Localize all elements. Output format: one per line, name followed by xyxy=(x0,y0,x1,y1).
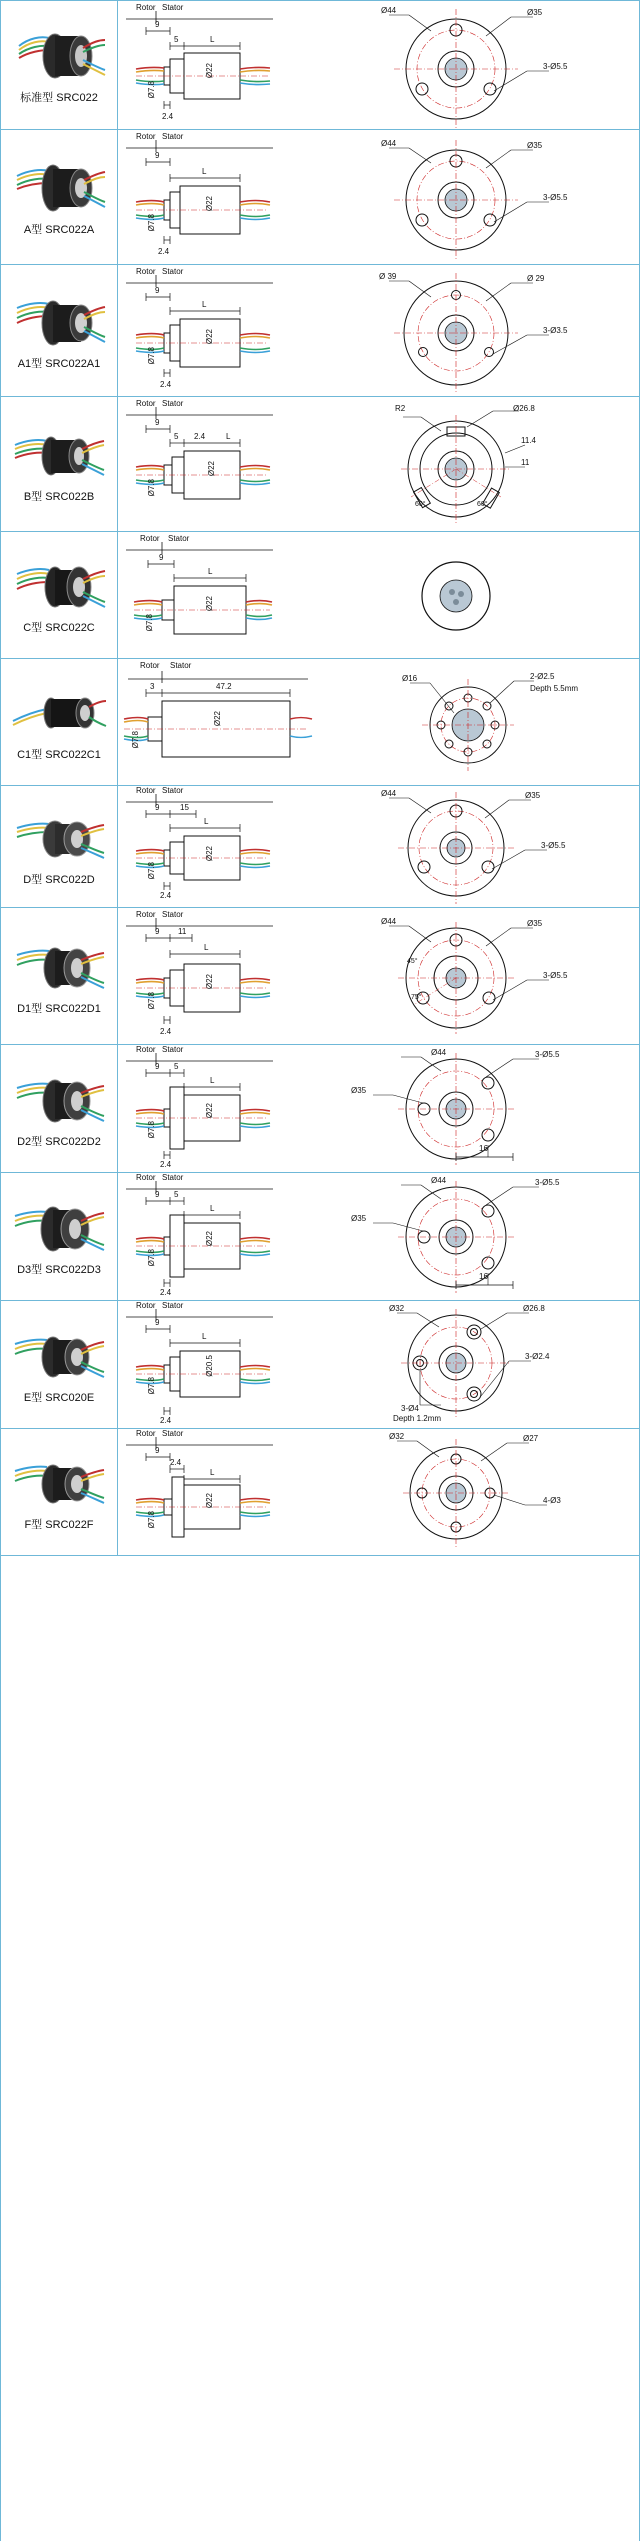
product-photo-cell xyxy=(1,1045,118,1172)
dim-holes: 3-Ø3.5 xyxy=(543,326,568,335)
dim-9: 9 xyxy=(155,418,160,427)
dim-outer-dia: Ø44 xyxy=(381,789,397,798)
dim-9: 9 xyxy=(155,286,160,295)
table-row xyxy=(1,1429,639,1556)
drawing-cell xyxy=(118,786,639,907)
model-label: B型 SRC022B xyxy=(23,491,95,504)
model-label: C型 SRC022C xyxy=(23,622,95,635)
model-label: F型 SRC022F xyxy=(24,1519,94,1532)
dim-body-dia: Ø22 xyxy=(213,711,222,727)
dim-9: 9 xyxy=(155,927,160,936)
dim-9: 9 xyxy=(155,1318,160,1327)
dim-9: 9 xyxy=(155,151,160,160)
dim-holes: 3-Ø5.5 xyxy=(535,1050,560,1059)
dim-2-4: 2.4 xyxy=(170,1458,182,1467)
product-photo-cell xyxy=(1,1,118,129)
dim-body-dia: Ø22 xyxy=(205,1231,214,1247)
dim-L: L xyxy=(226,432,231,441)
side-view xyxy=(118,659,318,785)
product-photo-cell xyxy=(1,265,118,396)
front-view xyxy=(281,397,639,531)
slip-ring-photo xyxy=(11,290,107,352)
dim-bolt-circle: Ø35 xyxy=(527,919,543,928)
product-photo-cell xyxy=(1,908,118,1044)
dim-2-4: 2.4 xyxy=(194,432,206,441)
rotor-label: Rotor xyxy=(136,3,156,12)
model-label: C1型 SRC022C1 xyxy=(17,749,101,762)
dim-outer-dia: Ø44 xyxy=(431,1048,447,1057)
front-view xyxy=(281,1,639,129)
rotor-label: Rotor xyxy=(136,267,156,276)
dim-bolt-circle: Ø35 xyxy=(351,1086,367,1095)
table-row xyxy=(1,659,639,786)
rotor-label: Rotor xyxy=(136,1429,156,1438)
rotor-label: Rotor xyxy=(136,1045,156,1054)
dim-shaft-dia: Ø7.8 xyxy=(147,1377,156,1395)
dim-L: L xyxy=(204,943,209,952)
drawing-cell xyxy=(118,659,639,785)
dim-holes: 4-Ø3 xyxy=(543,1496,561,1505)
rotor-label: Rotor xyxy=(136,910,156,919)
dim-2-4: 2.4 xyxy=(160,380,172,389)
rotor-label: Rotor xyxy=(136,132,156,141)
drawing-cell xyxy=(118,908,639,1044)
dim-bolt-circle: Ø35 xyxy=(351,1214,367,1223)
dim-holes: 3-Ø5.5 xyxy=(541,841,566,850)
dim-body-dia: Ø20.5 xyxy=(205,1355,214,1377)
dim-shaft-dia: Ø7.8 xyxy=(147,862,156,880)
dim-bolt-circle: Ø27 xyxy=(523,1434,539,1443)
rotor-label: Rotor xyxy=(140,661,160,670)
dim-outer-dia: Ø44 xyxy=(381,6,397,15)
slip-ring-photo xyxy=(11,156,107,218)
side-view xyxy=(118,1429,281,1555)
dim-2-4: 2.4 xyxy=(162,112,174,121)
dim-L: L xyxy=(202,300,207,309)
side-view xyxy=(118,532,281,658)
dim-L: L xyxy=(210,1076,215,1085)
table-row xyxy=(1,1045,639,1173)
side-view xyxy=(118,1301,281,1428)
product-photo-cell xyxy=(1,397,118,531)
dim-11: 11 xyxy=(178,927,187,936)
dim-2-4: 2.4 xyxy=(160,1416,172,1425)
side-view xyxy=(118,1173,281,1300)
dim-angle-left: 60° xyxy=(415,501,426,508)
front-view xyxy=(281,130,639,264)
dim-outer-dia: Ø32 xyxy=(389,1432,405,1441)
side-view xyxy=(118,1,281,129)
table-row xyxy=(1,0,639,130)
dim-15: 15 xyxy=(180,803,189,812)
dim-11-4: 11.4 xyxy=(521,436,536,445)
model-label: D1型 SRC022D1 xyxy=(17,1003,101,1016)
rotor-label: Rotor xyxy=(136,399,156,408)
dim-9: 9 xyxy=(155,1446,160,1455)
side-view xyxy=(118,397,281,531)
model-label: E型 SRC020E xyxy=(23,1391,95,1404)
product-photo-cell xyxy=(1,659,118,785)
slip-ring-photo xyxy=(11,1068,107,1130)
dim-shaft-dia: Ø7.8 xyxy=(147,1249,156,1267)
stator-label: Stator xyxy=(162,267,184,276)
front-view xyxy=(281,1301,639,1428)
dim-body-dia: Ø22 xyxy=(207,461,216,477)
dim-holes: 3-Ø5.5 xyxy=(543,971,568,980)
product-photo-cell xyxy=(1,532,118,658)
dim-9: 9 xyxy=(155,20,160,29)
table-row xyxy=(1,265,639,397)
drawing-cell xyxy=(118,265,639,396)
stator-label: Stator xyxy=(170,661,192,670)
dim-5: 5 xyxy=(174,35,179,44)
drawing-cell xyxy=(118,1045,639,1172)
rotor-label: Rotor xyxy=(140,534,160,543)
dim-hole-depth: Depth 5.5mm xyxy=(530,684,579,693)
dim-threaded-holes: 2-Ø2.5 xyxy=(530,672,555,681)
dim-bolt-circle: Ø 29 xyxy=(527,274,545,283)
stator-label: Stator xyxy=(162,1173,184,1182)
dim-2-4: 2.4 xyxy=(160,1160,172,1169)
dim-L: L xyxy=(204,817,209,826)
table-row xyxy=(1,786,639,908)
dim-body-dia: Ø22 xyxy=(205,63,214,79)
side-view xyxy=(118,786,281,907)
table-row xyxy=(1,397,639,532)
dim-outer-dia: Ø44 xyxy=(381,139,397,148)
dim-shaft-dia: Ø7.8 xyxy=(147,1121,156,1139)
dim-thru-holes: 3-Ø4 xyxy=(401,1404,419,1413)
model-label: A1型 SRC022A1 xyxy=(17,357,101,370)
rotor-label: Rotor xyxy=(136,786,156,795)
drawing-cell xyxy=(118,1301,639,1428)
dim-R2: R2 xyxy=(395,404,406,413)
stator-label: Stator xyxy=(162,3,184,12)
dim-L: L xyxy=(202,1332,207,1341)
dim-11: 11 xyxy=(521,458,530,467)
side-view xyxy=(118,265,281,396)
front-view xyxy=(281,786,639,907)
model-label: A型 SRC022A xyxy=(23,224,95,237)
dim-hole-depth: Depth 1.2mm xyxy=(393,1414,442,1423)
stator-label: Stator xyxy=(162,132,184,141)
dim-2-4: 2.4 xyxy=(160,1288,172,1297)
front-view xyxy=(281,532,639,658)
dim-holes: 3-Ø5.5 xyxy=(543,62,568,71)
dim-holes: 3-Ø5.5 xyxy=(543,193,568,202)
stator-label: Stator xyxy=(162,1301,184,1310)
dim-body-dia: Ø22 xyxy=(205,974,214,990)
stator-label: Stator xyxy=(162,910,184,919)
dim-L: L xyxy=(210,1468,215,1477)
slip-ring-photo xyxy=(11,24,107,86)
dim-bolt-circle: Ø35 xyxy=(527,141,543,150)
side-view xyxy=(118,130,281,264)
dim-9: 9 xyxy=(159,553,164,562)
dim-bore: Ø16 xyxy=(402,674,418,683)
dim-bolt-circle: Ø35 xyxy=(525,791,541,800)
front-view xyxy=(281,1173,639,1300)
model-label: D型 SRC022D xyxy=(23,873,95,886)
model-label: D3型 SRC022D3 xyxy=(17,1263,101,1276)
rotor-label: Rotor xyxy=(136,1301,156,1310)
drawing-cell xyxy=(118,130,639,264)
table-row xyxy=(1,130,639,265)
dim-2-4: 2.4 xyxy=(160,891,172,900)
dim-L: L xyxy=(202,167,207,176)
front-view xyxy=(281,1045,639,1172)
dim-5: 5 xyxy=(174,432,179,441)
stator-label: Stator xyxy=(162,399,184,408)
dim-outer-dia: Ø32 xyxy=(389,1304,405,1313)
slip-ring-photo xyxy=(11,1324,107,1386)
dim-shaft-dia: Ø7.8 xyxy=(147,214,156,232)
table-row xyxy=(1,1173,639,1301)
dim-outer-dia: Ø44 xyxy=(381,917,397,926)
slip-ring-photo xyxy=(11,1196,107,1258)
dim-inner-dia: Ø26.8 xyxy=(513,404,535,413)
dim-body-dia: Ø22 xyxy=(205,1493,214,1509)
rotor-label: Rotor xyxy=(136,1173,156,1182)
dim-5: 5 xyxy=(174,1062,179,1071)
front-view xyxy=(281,908,639,1044)
dim-bolt-circle: Ø35 xyxy=(527,8,543,17)
dim-16: 16 xyxy=(479,1272,488,1281)
model-label: 标准型 SRC022 xyxy=(20,92,98,105)
table-row xyxy=(1,908,639,1045)
dim-9: 9 xyxy=(155,1062,160,1071)
stator-label: Stator xyxy=(162,1429,184,1438)
table-row xyxy=(1,532,639,659)
slip-ring-photo xyxy=(11,806,107,868)
product-photo-cell xyxy=(1,130,118,264)
dim-5: 5 xyxy=(174,1190,179,1199)
stator-label: Stator xyxy=(162,1045,184,1054)
drawing-cell xyxy=(118,397,639,531)
dim-body-dia: Ø22 xyxy=(205,1103,214,1119)
slip-ring-photo xyxy=(11,554,107,616)
slip-ring-photo xyxy=(11,423,107,485)
model-label: D2型 SRC022D2 xyxy=(17,1135,101,1148)
dim-outer-dia: Ø44 xyxy=(431,1176,447,1185)
dim-counterbore: 3-Ø2.4 xyxy=(525,1352,550,1361)
drawing-cell xyxy=(118,1,639,129)
drawing-cell xyxy=(118,1173,639,1300)
slip-ring-photo xyxy=(11,935,107,997)
dim-shaft-dia: Ø7.8 xyxy=(147,1511,156,1529)
product-photo-cell xyxy=(1,1173,118,1300)
dim-shaft-dia: Ø7.8 xyxy=(147,81,156,99)
dim-angle-75: 75° xyxy=(411,994,422,1001)
stator-label: Stator xyxy=(162,786,184,795)
dim-shaft-dia: Ø7.8 xyxy=(147,992,156,1010)
drawing-cell xyxy=(118,532,639,658)
stator-label: Stator xyxy=(168,534,190,543)
dim-shaft-dia: Ø7.8 xyxy=(145,614,154,632)
dim-shaft-dia: Ø7.8 xyxy=(147,347,156,365)
front-view xyxy=(281,265,639,396)
side-view xyxy=(118,908,281,1044)
table-row xyxy=(1,1301,639,1429)
dim-2-4: 2.4 xyxy=(158,247,170,256)
dim-L: L xyxy=(208,567,213,576)
dim-L: L xyxy=(210,35,215,44)
dim-outer-dia: Ø 39 xyxy=(379,272,397,281)
product-photo-cell xyxy=(1,1301,118,1428)
dim-holes: 3-Ø5.5 xyxy=(535,1178,560,1187)
dim-3: 3 xyxy=(150,682,155,691)
side-view xyxy=(118,1045,281,1172)
dim-bolt-circle: Ø26.8 xyxy=(523,1304,545,1313)
product-photo-cell xyxy=(1,786,118,907)
dim-angle-right: 60° xyxy=(477,501,488,508)
dim-body-dia: Ø22 xyxy=(205,329,214,345)
dim-angle-45: 45° xyxy=(407,958,418,965)
dim-body-dia: Ø22 xyxy=(205,846,214,862)
dim-shaft-dia: Ø7.8 xyxy=(131,731,140,749)
product-photo-cell xyxy=(1,1429,118,1555)
slip-ring-photo xyxy=(11,1451,107,1513)
dim-9: 9 xyxy=(155,1190,160,1199)
dim-9: 9 xyxy=(155,803,160,812)
slip-ring-photo xyxy=(11,681,107,743)
front-view xyxy=(281,1429,639,1555)
dim-shaft-dia: Ø7.8 xyxy=(147,479,156,497)
front-view xyxy=(318,659,639,785)
dim-body-dia: Ø22 xyxy=(205,596,214,612)
dim-47-2: 47.2 xyxy=(216,682,232,691)
dim-2-4: 2.4 xyxy=(160,1027,172,1036)
dim-body-dia: Ø22 xyxy=(205,196,214,212)
dim-16: 16 xyxy=(479,1144,488,1153)
drawing-cell xyxy=(118,1429,639,1555)
dim-L: L xyxy=(210,1204,215,1213)
